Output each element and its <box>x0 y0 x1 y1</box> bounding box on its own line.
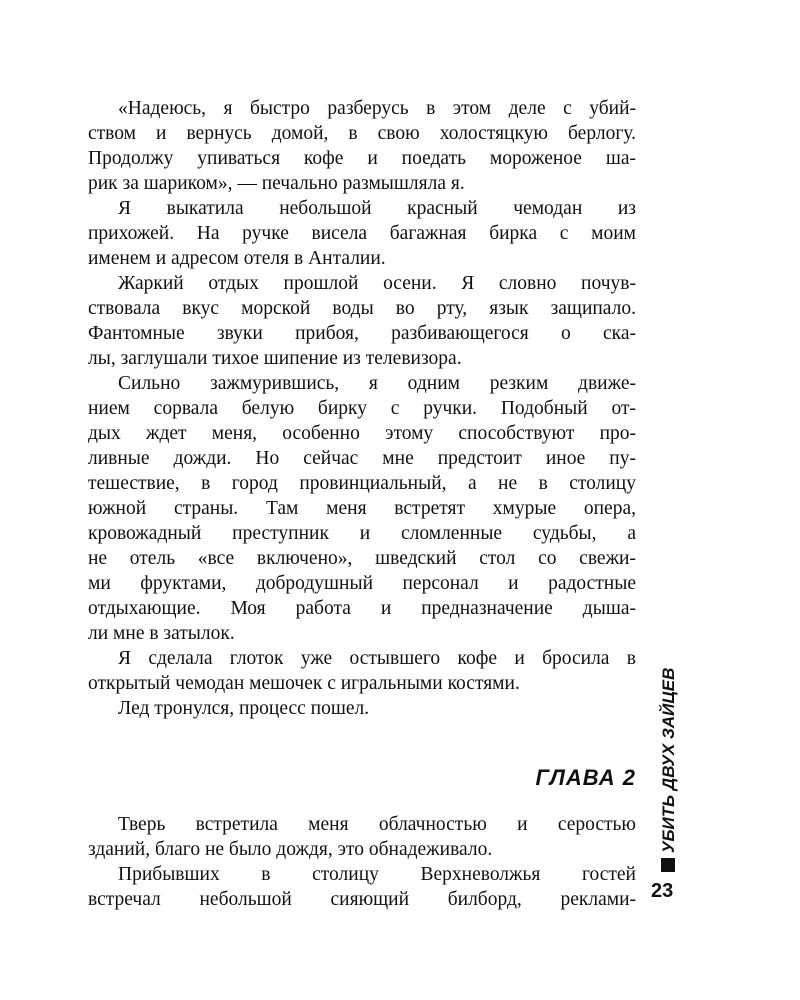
text-line: открытый чемодан мешочек с игральными костями. <box>88 673 520 694</box>
paragraph <box>88 646 636 696</box>
chapter-heading: ГЛАВА 2 <box>535 765 636 790</box>
text-line: дых ждет меня, особенно этому способствуют про- <box>88 423 636 444</box>
text-line: ливные дожди. Но сейчас мне предстоит иное пу- <box>88 448 636 469</box>
text-line: отдыхающие. Моя работа и предназначение дыша- <box>88 598 636 619</box>
text-line: лы, заглушали тихое шипение из телевизора. <box>88 348 462 369</box>
text-line: Продолжу упиваться кофе и поедать мороженое ша- <box>88 148 636 169</box>
text-line: южной страны. Там меня встретят хмурые опера, <box>88 498 636 519</box>
text-line: ством и вернусь домой, в свою холостяцкую берлогу. <box>88 123 636 144</box>
square-marker-icon <box>661 858 675 872</box>
text-line: прихожей. На ручке висела багажная бирка с моим <box>88 223 636 244</box>
text-line: ствовала вкус морской воды во рту, язык защипало. <box>88 298 636 319</box>
text-line: кровожадный преступник и сломленные судьбы, а <box>88 523 636 544</box>
text-line: встречал небольшой сияющий билборд, реклами- <box>88 889 636 910</box>
paragraph <box>88 862 636 912</box>
paragraph <box>88 96 636 196</box>
running-book-title: УБИТЬ ДВУХ ЗАЙЦЕВ <box>659 667 678 853</box>
text-line: Прибывших в столицу Верхневолжья гостей <box>118 864 636 885</box>
text-line: зданий, благо не было дождя, это обнадеживало. <box>88 839 493 860</box>
text-line: Я сделала глоток уже остывшего кофе и бросила в <box>118 648 636 669</box>
text-line: ли мне в затылок. <box>88 623 235 644</box>
main-text <box>88 96 636 912</box>
text-line: «Надеюсь, я быстро разберусь в этом деле с убий- <box>118 98 636 119</box>
paragraph <box>88 371 636 646</box>
text-line: Жаркий отдых прошлой осени. Я словно почув- <box>118 273 636 294</box>
paragraph <box>88 812 636 862</box>
text-line: ми фруктами, добродушный персонал и радостные <box>88 573 636 594</box>
text-line: Фантомные звуки прибоя, разбивающегося о ска- <box>88 323 636 344</box>
paragraph <box>88 696 636 721</box>
text-line: Сильно зажмурившись, я одним резким движе- <box>118 373 636 394</box>
text-line: рик за шариком», — печально размышляла я. <box>88 173 465 194</box>
text-line: нием сорвала белую бирку с ручки. Подобный от- <box>88 398 636 419</box>
paragraph <box>88 271 636 371</box>
text-line: именем и адресом отеля в Анталии. <box>88 248 386 269</box>
text-line: Лед тронулся, процесс пошел. <box>118 698 370 719</box>
page-number: 23 <box>651 880 674 902</box>
text-line: не отель «все включено», шведский стол со свежи- <box>88 548 636 569</box>
paragraph <box>88 196 636 271</box>
text-line: тешествие, в город провинциальный, а не в столицу <box>88 473 636 494</box>
text-line: Я выкатила небольшой красный чемодан из <box>118 198 636 219</box>
text-line: Тверь встретила меня облачностью и серостью <box>118 814 636 835</box>
